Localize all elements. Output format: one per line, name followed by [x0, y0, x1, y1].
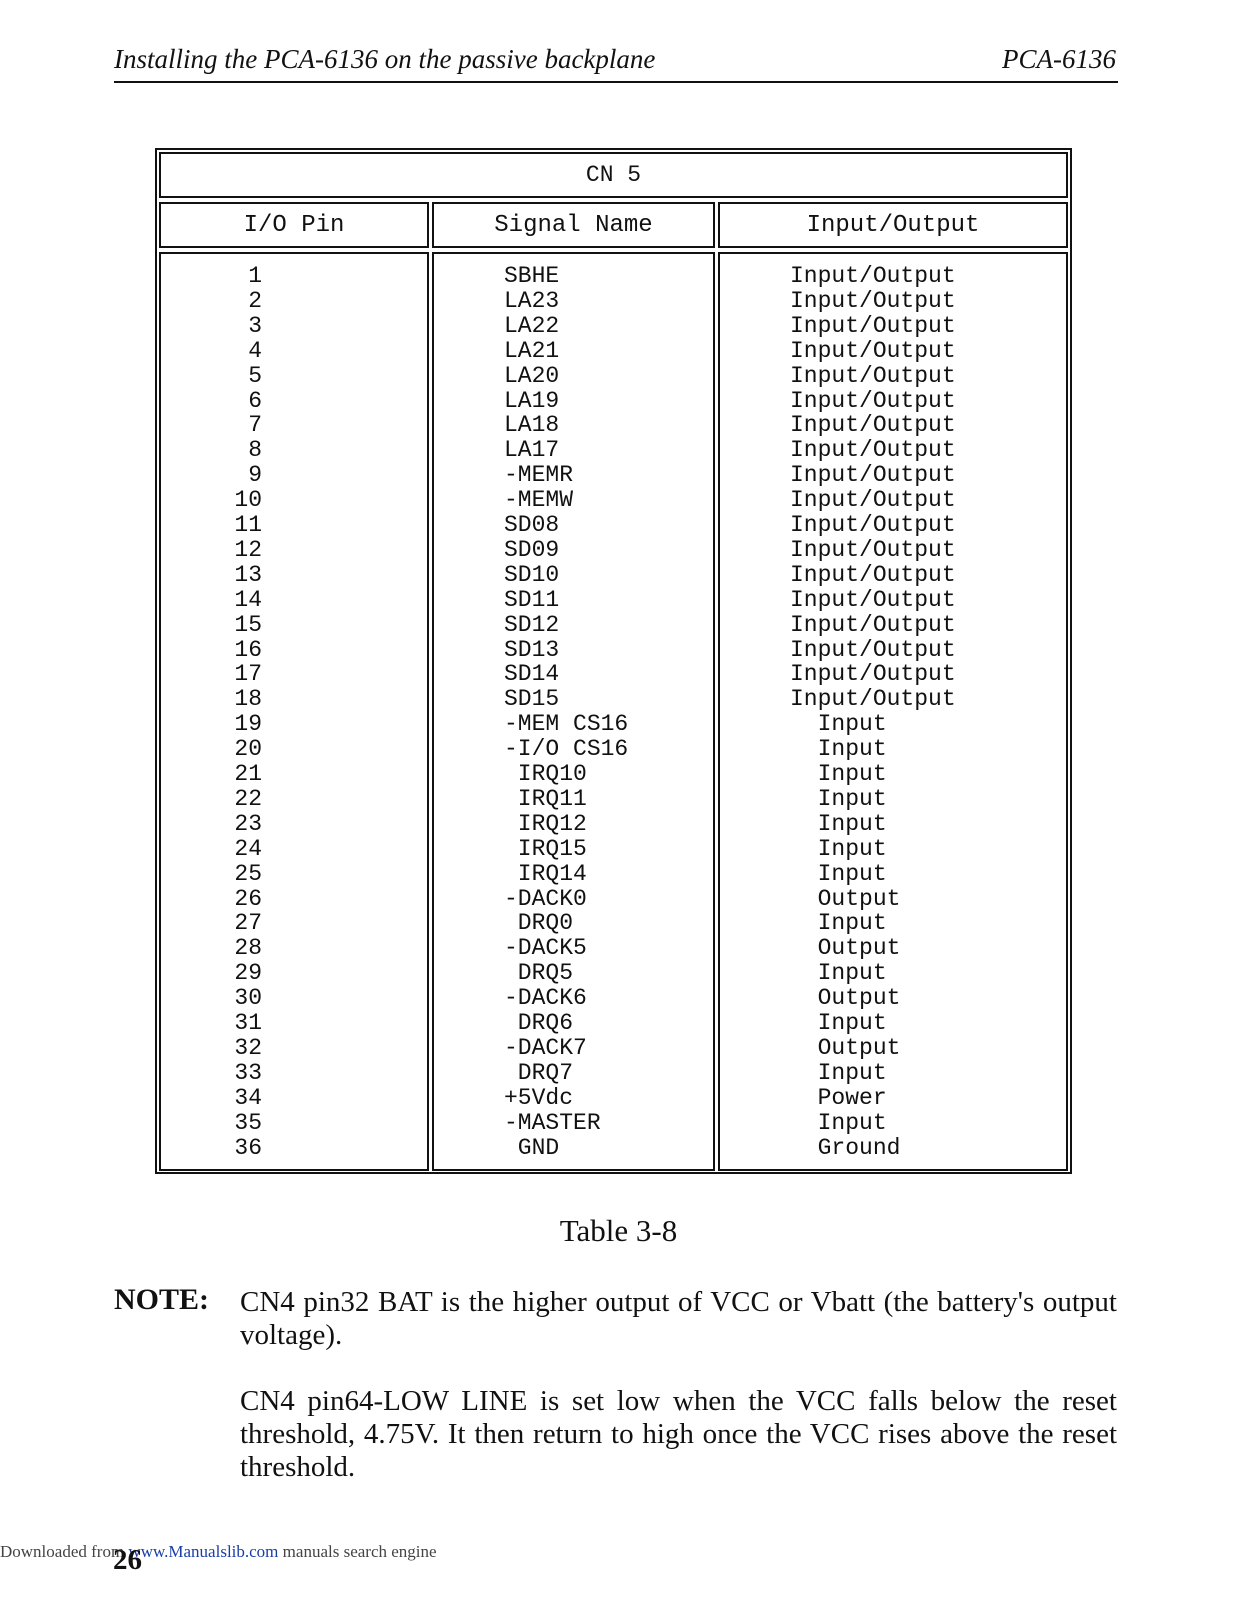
pin-number: 26: [234, 885, 262, 912]
signal-name: LA22: [504, 312, 560, 339]
footer-prefix: Downloaded from: [0, 1542, 129, 1561]
io-direction: Input: [790, 810, 887, 837]
table-row: [0, 1086, 1237, 1111]
signal-name: -MEMW: [504, 487, 574, 514]
io-direction: Input: [790, 1010, 887, 1036]
pin-number: 22: [234, 785, 262, 812]
table-row: [0, 737, 1237, 762]
signal-name: LA18: [504, 412, 560, 439]
table-row: [0, 339, 1237, 364]
pin-number: 35: [234, 1109, 262, 1136]
download-footer: [0, 1542, 437, 1562]
io-direction: Output: [790, 885, 901, 912]
io-direction: Input/Output: [790, 561, 956, 588]
signal-name: IRQ14: [504, 860, 587, 887]
signal-name: GND: [504, 1134, 560, 1161]
table-caption: Table 3-8: [559, 1213, 678, 1248]
table-row: [0, 438, 1237, 463]
signal-name: -DACK7: [504, 1034, 587, 1061]
signal-name: -DACK6: [504, 985, 587, 1012]
io-direction: Input/Output: [790, 512, 956, 538]
table-row: [0, 1111, 1237, 1136]
io-direction: Input/Output: [790, 362, 956, 389]
table-row: [0, 638, 1237, 663]
pin-number: 30: [234, 985, 262, 1012]
signal-name: DRQ0: [504, 910, 574, 937]
signal-name: SD10: [504, 561, 560, 588]
note-label: NOTE:: [114, 1283, 210, 1316]
table-row: [0, 563, 1237, 588]
header-product-name: PCA-6136: [1002, 44, 1116, 74]
table-row: [0, 986, 1237, 1011]
signal-name: IRQ12: [504, 810, 587, 837]
table-row: [0, 911, 1237, 936]
pin-number: 33: [234, 1059, 262, 1086]
table-row: [0, 887, 1237, 912]
io-direction: Input/Output: [790, 536, 956, 563]
signal-name: DRQ5: [504, 960, 574, 987]
signal-name: IRQ10: [504, 761, 587, 787]
pin-number: 17: [234, 661, 262, 688]
manualslib-link[interactable]: www.Manualslib.com: [128, 1542, 279, 1561]
pin-number: 3: [248, 312, 262, 339]
column-header-signal-name: Signal Name: [432, 202, 715, 248]
pin-number: 34: [234, 1084, 262, 1111]
header-rule: [114, 81, 1118, 83]
io-direction: Input/Output: [790, 412, 956, 439]
signal-name: SD12: [504, 611, 560, 638]
io-direction: Input/Output: [790, 487, 956, 514]
pin-number: 7: [248, 412, 262, 439]
pin-number: 31: [234, 1010, 262, 1036]
io-direction: Input: [790, 910, 887, 937]
signal-name: IRQ15: [504, 835, 587, 862]
io-direction: Input: [790, 785, 887, 812]
io-direction: Input/Output: [790, 387, 956, 414]
io-direction: Input/Output: [790, 686, 956, 713]
signal-name: -MEMR: [504, 462, 574, 489]
table-row: [0, 613, 1237, 638]
pin-number: 16: [234, 636, 262, 663]
pin-number: 4: [248, 337, 262, 364]
io-direction: Input/Output: [790, 287, 956, 314]
pin-number: 18: [234, 686, 262, 713]
pin-number: 10: [234, 487, 262, 514]
signal-name: -DACK0: [504, 885, 587, 912]
table-row: [0, 364, 1237, 389]
io-direction: Output: [790, 1034, 901, 1061]
pin-number: 12: [234, 536, 262, 563]
io-direction: Input/Output: [790, 586, 956, 613]
footer-suffix: manuals search engine: [278, 1542, 437, 1561]
signal-name: LA17: [504, 437, 560, 464]
table-row: [0, 762, 1237, 787]
signal-name: SBHE: [504, 263, 560, 289]
pin-number: 36: [234, 1134, 262, 1161]
table-row: [0, 862, 1237, 887]
pin-number: 11: [234, 512, 262, 538]
signal-name: -MASTER: [504, 1109, 601, 1136]
pin-number: 32: [234, 1034, 262, 1061]
pin-number: 20: [234, 736, 262, 763]
table-row: [0, 837, 1237, 862]
pin-number: 2: [248, 287, 262, 314]
pin-number: 19: [234, 711, 262, 738]
table-row: [0, 1136, 1237, 1161]
signal-name: LA20: [504, 362, 560, 389]
pin-number: 21: [234, 761, 262, 787]
io-direction: Input: [790, 860, 887, 887]
pin-number: 27: [234, 910, 262, 937]
io-direction: Output: [790, 935, 901, 962]
pin-number: 29: [234, 960, 262, 987]
io-direction: Input: [790, 1059, 887, 1086]
signal-name: LA21: [504, 337, 560, 364]
table-row: [0, 513, 1237, 538]
signal-name: SD09: [504, 536, 560, 563]
io-direction: Input/Output: [790, 661, 956, 688]
io-direction: Input/Output: [790, 337, 956, 364]
table-row: [0, 413, 1237, 438]
pin-number: 8: [248, 437, 262, 464]
table-row: [0, 264, 1237, 289]
io-direction: Input: [790, 835, 887, 862]
pin-number: 24: [234, 835, 262, 862]
signal-name: +5Vdc: [504, 1084, 574, 1111]
pin-number: 1: [248, 263, 262, 289]
pin-number: 13: [234, 561, 262, 588]
signal-name: LA23: [504, 287, 560, 314]
table-row: [0, 588, 1237, 613]
io-direction: Input: [790, 761, 887, 787]
signal-name: DRQ6: [504, 1010, 574, 1036]
table-row: [0, 936, 1237, 961]
table-row: [0, 488, 1237, 513]
table-row: [0, 314, 1237, 339]
table-row: [0, 538, 1237, 563]
pin-number: 6: [248, 387, 262, 414]
io-direction: Power: [790, 1084, 887, 1111]
table-row: [0, 687, 1237, 712]
signal-name: IRQ11: [504, 785, 587, 812]
io-direction: Input/Output: [790, 611, 956, 638]
table-row: [0, 289, 1237, 314]
table-row: [0, 662, 1237, 687]
table-row: [0, 961, 1237, 986]
table-row: [0, 1011, 1237, 1036]
table-row: [0, 463, 1237, 488]
signal-name: LA19: [504, 387, 560, 414]
io-direction: Input/Output: [790, 462, 956, 489]
io-direction: Input: [790, 1109, 887, 1136]
table-row: [0, 787, 1237, 812]
io-direction: Input/Output: [790, 312, 956, 339]
table-row: [0, 389, 1237, 414]
io-direction: Output: [790, 985, 901, 1012]
column-header-input-output: Input/Output: [718, 202, 1068, 248]
signal-name: SD14: [504, 661, 560, 688]
pin-number: 15: [234, 611, 262, 638]
page-header: [114, 44, 1116, 75]
pin-number: 9: [248, 462, 262, 489]
table-row: [0, 812, 1237, 837]
signal-name: SD11: [504, 586, 560, 613]
note-paragraph-1: CN4 pin32 BAT is the higher output of VCC or Vbatt (the battery's output voltage).: [240, 1286, 1117, 1351]
table-row: [0, 1061, 1237, 1086]
header-chapter-title: Installing the PCA-6136 on the passive backplane: [114, 44, 656, 74]
signal-name: SD15: [504, 686, 560, 713]
note-paragraph-2: CN4 pin64-LOW LINE is set low when the VCC falls below the reset threshold, 4.75V. It then return to high once the VCC rises above the reset threshold.: [240, 1385, 1117, 1483]
pin-number: 28: [234, 935, 262, 962]
pin-number: 14: [234, 586, 262, 613]
table-title: CN 5: [159, 152, 1068, 198]
signal-name: SD13: [504, 636, 560, 663]
io-direction: Ground: [790, 1134, 901, 1161]
io-direction: Input: [790, 711, 887, 738]
pin-number: 5: [248, 362, 262, 389]
signal-name: -MEM CS16: [504, 711, 629, 738]
io-direction: Input/Output: [790, 263, 956, 289]
io-direction: Input: [790, 736, 887, 763]
io-direction: Input/Output: [790, 437, 956, 464]
signal-name: -DACK5: [504, 935, 587, 962]
table-row: [0, 712, 1237, 737]
pin-number: 25: [234, 860, 262, 887]
pin-number: 23: [234, 810, 262, 837]
signal-name: -I/O CS16: [504, 736, 629, 763]
signal-name: SD08: [504, 512, 560, 538]
table-row: [0, 1036, 1237, 1061]
column-header-io-pin: I/O Pin: [159, 202, 429, 248]
io-direction: Input/Output: [790, 636, 956, 663]
signal-name: DRQ7: [504, 1059, 574, 1086]
io-direction: Input: [790, 960, 887, 987]
page-number: 26: [113, 1544, 142, 1576]
